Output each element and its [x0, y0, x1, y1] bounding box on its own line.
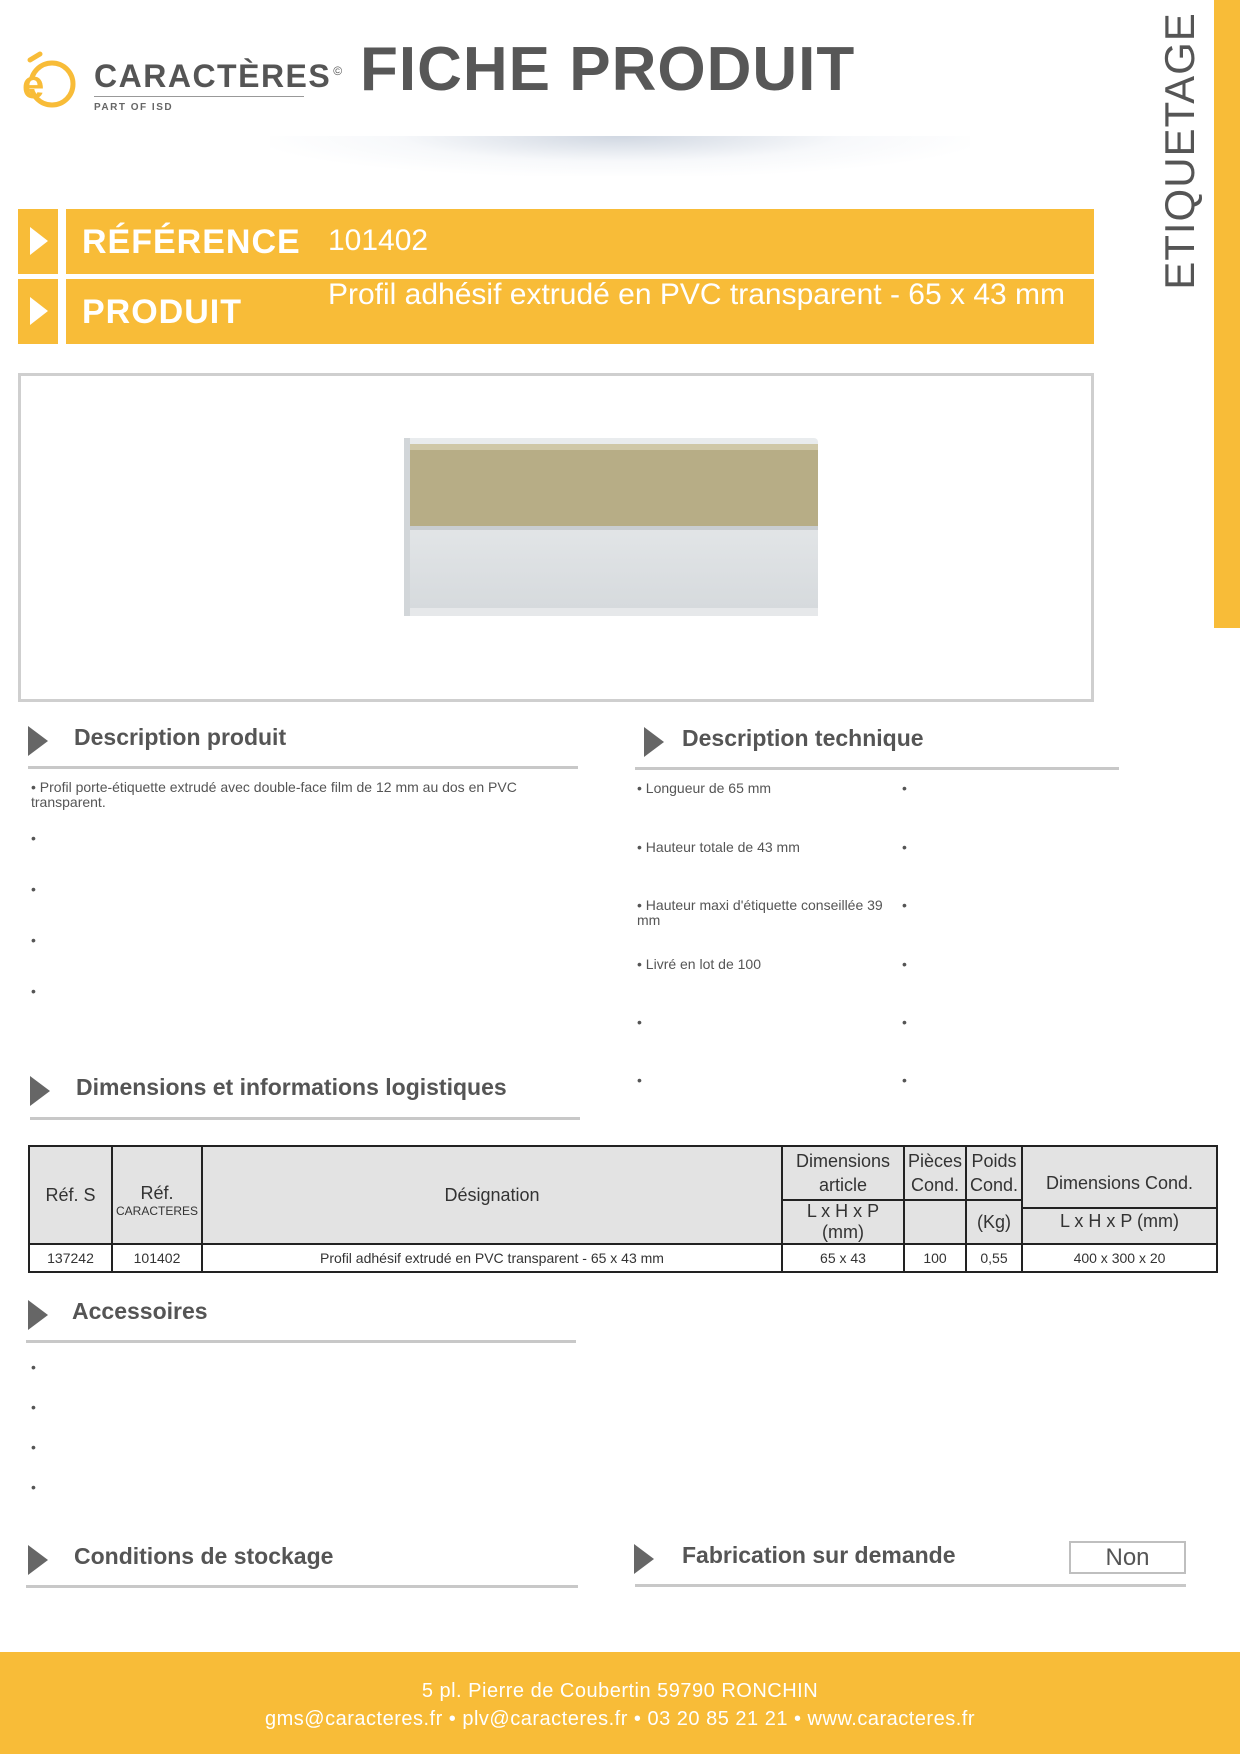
logistics-table	[28, 1145, 1218, 1273]
cell-pieces: 100	[904, 1244, 966, 1272]
header-dim-article-unit: L x H x P (mm)	[782, 1200, 904, 1244]
list-item: •	[902, 1072, 907, 1088]
footer-address: 5 pl. Pierre de Coubertin 59790 RONCHIN	[421, 1680, 819, 1702]
list-item: •	[637, 1014, 642, 1030]
section-rule	[28, 766, 578, 769]
fabrication-value-box: Non	[1069, 1541, 1186, 1574]
product-image	[404, 438, 818, 616]
list-item: •	[31, 1439, 36, 1455]
reference-arrow-icon	[18, 209, 58, 274]
list-item: • Hauteur totale de 43 mm	[637, 839, 800, 855]
section-arrow-icon	[28, 726, 48, 756]
cell-designation: Profil adhésif extrudé en PVC transparent - 65 x 43 mm	[202, 1244, 782, 1272]
header-pieces-unit	[904, 1200, 966, 1244]
cell-ref-caracteres: 101402	[112, 1244, 202, 1272]
cell-dim-article: 65 x 43	[782, 1244, 904, 1272]
product-label: PRODUIT	[82, 293, 242, 331]
section-rule	[26, 1340, 576, 1343]
document-title: FICHE PRODUIT	[360, 35, 856, 104]
product-bar	[18, 279, 1094, 344]
header-ref-sub: CARACTERES	[115, 1203, 198, 1218]
section-rule	[635, 767, 1119, 770]
header-designation: Désignation	[202, 1146, 782, 1244]
header-shadow	[270, 136, 970, 176]
product-arrow-icon	[18, 279, 58, 344]
list-item: •	[31, 830, 36, 846]
section-title: Accessoires	[72, 1298, 208, 1324]
brand-logo	[16, 44, 344, 124]
list-item: •	[902, 897, 907, 913]
header-pieces: Pièces Cond.	[904, 1146, 966, 1200]
section-title: Dimensions et informations logistiques	[76, 1074, 507, 1100]
footer-contact: gms@caracteres.fr • plv@caracteres.fr • 03 20 85 21 21 • www.caracteres.fr	[265, 1708, 975, 1730]
category-tab-label: ETIQUETAGE	[1156, 12, 1203, 290]
header-poids: Poids Cond.	[966, 1146, 1022, 1200]
list-item: • Profil porte-étiquette extrudé avec double-face film de 12 mm au dos en PVC transparent.	[31, 779, 517, 810]
section-arrow-icon	[28, 1300, 48, 1330]
cell-ref-s: 137242	[29, 1244, 112, 1272]
list-item: •	[31, 881, 36, 897]
brand-subtitle: PART OF ISD	[94, 102, 174, 113]
section-title: Conditions de stockage	[74, 1543, 334, 1569]
brand-underline	[94, 96, 304, 97]
header-dim-cond-unit: L x H x P (mm)	[1059, 1211, 1179, 1231]
list-item: •	[902, 780, 907, 796]
reference-bar	[18, 209, 1094, 274]
list-item: •	[31, 1359, 36, 1375]
section-title: Description produit	[74, 724, 287, 750]
product-value: Profil adhésif extrudé en PVC transparent - 65 x 43 mm	[328, 278, 1066, 311]
section-title: Fabrication sur demande	[682, 1542, 956, 1568]
header-dim-cond-label: Dimensions Cond.	[1023, 1157, 1216, 1209]
table-row	[29, 1244, 1217, 1272]
list-item: •	[31, 1479, 36, 1495]
header-poids-unit: (Kg)	[966, 1200, 1022, 1244]
list-item: •	[31, 1399, 36, 1415]
reference-value: 101402	[328, 224, 429, 257]
section-rule	[26, 1585, 578, 1588]
list-item: • Hauteur maxi d'étiquette conseillée 39 mm	[637, 897, 883, 928]
section-rule	[635, 1584, 1186, 1587]
section-arrow-icon	[634, 1544, 654, 1574]
list-item: • Longueur de 65 mm	[637, 780, 772, 796]
header-dim-cond	[1022, 1146, 1217, 1244]
reference-label: RÉFÉRENCE	[82, 223, 301, 261]
list-item: •	[902, 839, 907, 855]
category-side-bar	[1214, 0, 1240, 628]
header-ref-caracteres	[112, 1146, 202, 1244]
list-item: •	[902, 1014, 907, 1030]
section-arrow-icon	[644, 727, 664, 757]
list-item: •	[637, 1072, 642, 1088]
header-dim-article: Dimensions article	[782, 1146, 904, 1200]
list-item: •	[31, 932, 36, 948]
section-title: Description technique	[682, 725, 924, 751]
section-rule	[30, 1117, 580, 1120]
cell-dim-cond: 400 x 300 x 20	[1022, 1244, 1217, 1272]
list-item: •	[31, 983, 36, 999]
brand-name: CARACTÈRES ©	[94, 58, 344, 94]
cell-poids: 0,55	[966, 1244, 1022, 1272]
section-arrow-icon	[28, 1545, 48, 1575]
section-arrow-icon	[30, 1076, 50, 1106]
category-tab	[1152, 12, 1208, 290]
svg-text:e: e	[22, 63, 45, 107]
product-image-frame	[18, 373, 1094, 702]
list-item: • Livré en lot de 100	[637, 956, 761, 972]
logo-e-icon	[16, 50, 86, 110]
header-ref-label: Réf.	[140, 1182, 174, 1203]
header-ref-s: Réf. S	[29, 1146, 112, 1244]
footer	[0, 1652, 1240, 1754]
list-item: •	[902, 956, 907, 972]
